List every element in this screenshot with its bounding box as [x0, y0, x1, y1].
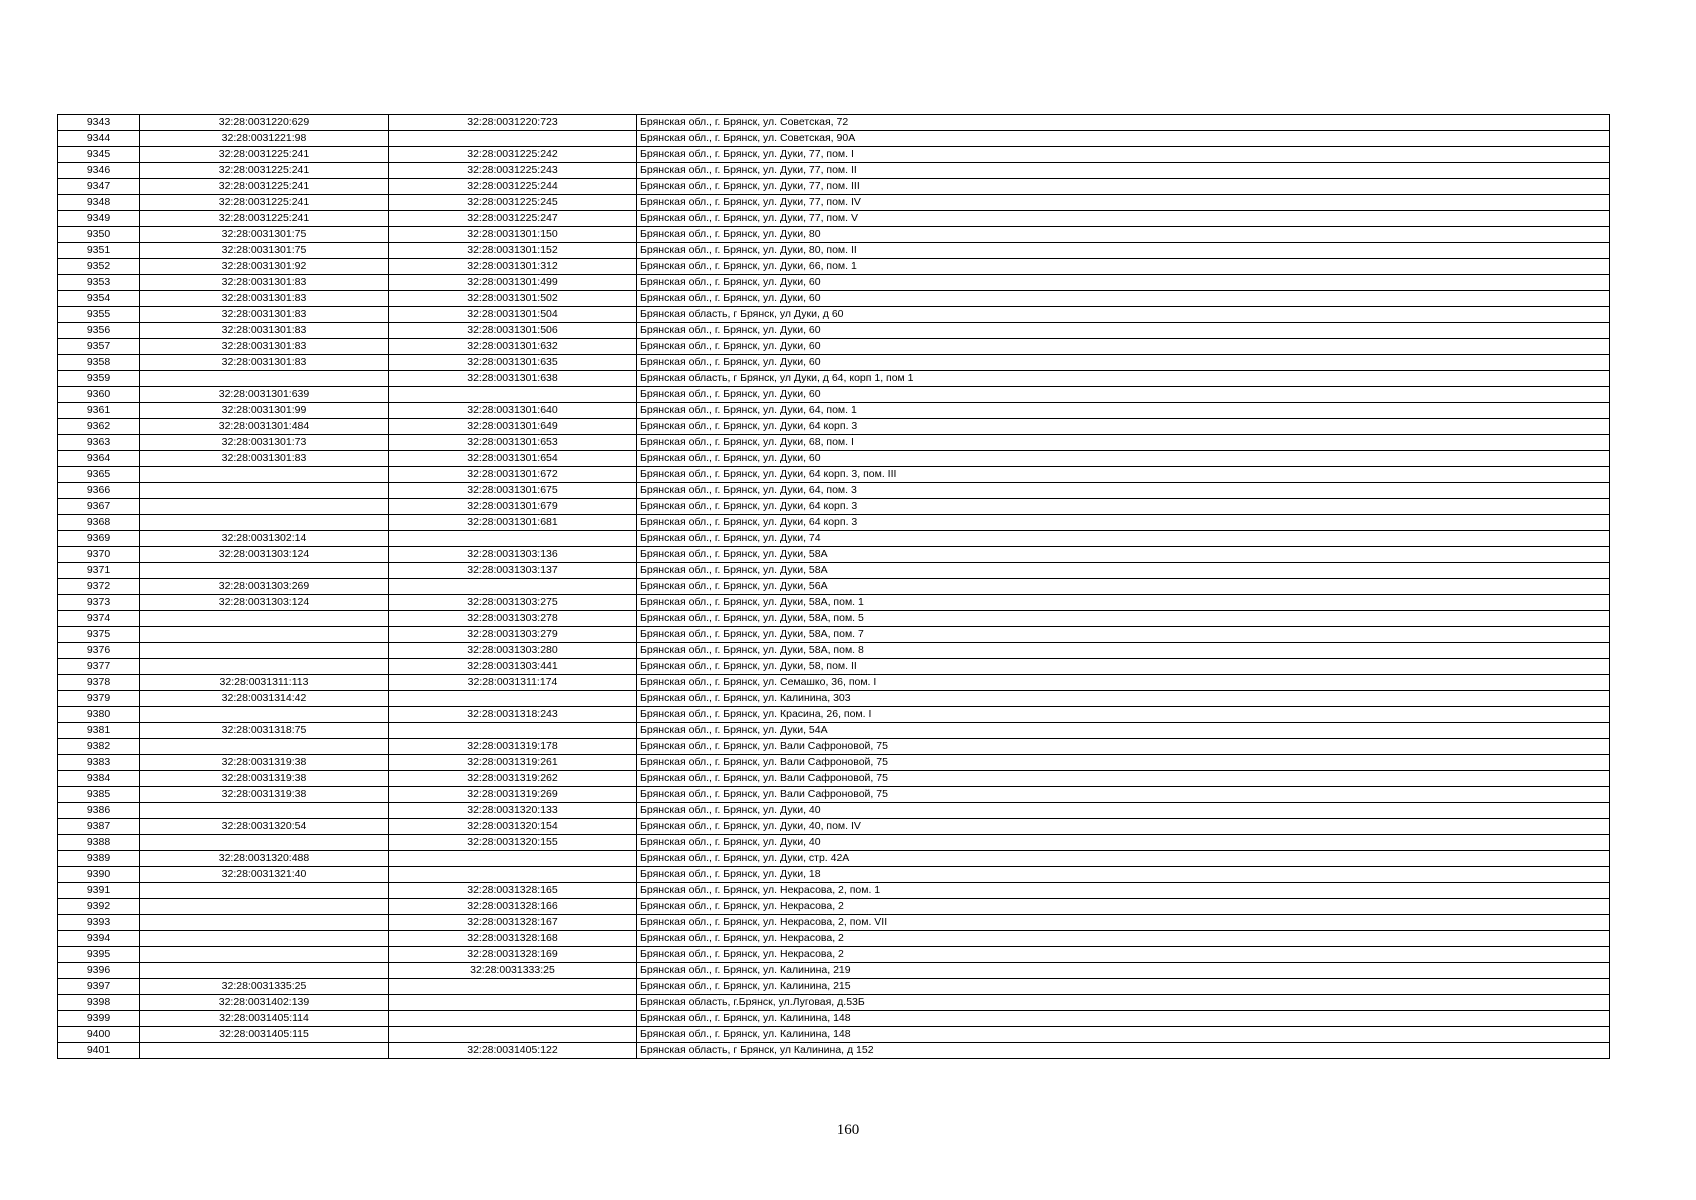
- address-cell: Брянская обл., г. Брянск, ул. Вали Сафроновой, 75: [637, 755, 1610, 771]
- table-row: [58, 499, 1610, 515]
- row-number-cell: 9392: [58, 899, 140, 915]
- row-number-cell: 9348: [58, 195, 140, 211]
- object-cadastral-number-cell: 32:28:0031319:178: [389, 739, 637, 755]
- row-number-cell: 9395: [58, 947, 140, 963]
- object-cadastral-number-cell: 32:28:0031303:278: [389, 611, 637, 627]
- page-number: 160: [836, 1122, 860, 1138]
- land-cadastral-number-cell: 32:28:0031301:83: [140, 323, 389, 339]
- land-cadastral-number-cell: [140, 915, 389, 931]
- address-cell: Брянская обл., г. Брянск, ул. Калинина, 148: [637, 1027, 1610, 1043]
- row-number-cell: 9346: [58, 163, 140, 179]
- object-cadastral-number-cell: 32:28:0031225:245: [389, 195, 637, 211]
- address-cell: Брянская обл., г. Брянск, ул. Дуки, 18: [637, 867, 1610, 883]
- row-number-cell: 9385: [58, 787, 140, 803]
- row-number-cell: 9352: [58, 259, 140, 275]
- object-cadastral-number-cell: [389, 579, 637, 595]
- address-cell: Брянская обл., г. Брянск, ул. Некрасова, 2: [637, 947, 1610, 963]
- table-row: [58, 1027, 1610, 1043]
- address-cell: Брянская обл., г. Брянск, ул. Дуки, 66, пом. 1: [637, 259, 1610, 275]
- land-cadastral-number-cell: [140, 563, 389, 579]
- table-row: [58, 531, 1610, 547]
- address-cell: Брянская обл., г. Брянск, ул. Дуки, 58А: [637, 563, 1610, 579]
- land-cadastral-number-cell: 32:28:0031301:75: [140, 243, 389, 259]
- object-cadastral-number-cell: 32:28:0031301:150: [389, 227, 637, 243]
- land-cadastral-number-cell: 32:28:0031314:42: [140, 691, 389, 707]
- land-cadastral-number-cell: 32:28:0031303:269: [140, 579, 389, 595]
- land-cadastral-number-cell: 32:28:0031301:83: [140, 275, 389, 291]
- object-cadastral-number-cell: 32:28:0031301:502: [389, 291, 637, 307]
- address-cell: Брянская обл., г. Брянск, ул. Советская, 72: [637, 115, 1610, 131]
- table-row: [58, 515, 1610, 531]
- land-cadastral-number-cell: [140, 739, 389, 755]
- object-cadastral-number-cell: 32:28:0031301:499: [389, 275, 637, 291]
- row-number-cell: 9371: [58, 563, 140, 579]
- land-cadastral-number-cell: [140, 483, 389, 499]
- land-cadastral-number-cell: [140, 611, 389, 627]
- object-cadastral-number-cell: 32:28:0031319:262: [389, 771, 637, 787]
- land-cadastral-number-cell: 32:28:0031225:241: [140, 163, 389, 179]
- table-row: [58, 803, 1610, 819]
- row-number-cell: 9377: [58, 659, 140, 675]
- address-cell: Брянская обл., г. Брянск, ул. Дуки, 58А, пом. 7: [637, 627, 1610, 643]
- address-cell: Брянская обл., г. Брянск, ул. Вали Сафроновой, 75: [637, 771, 1610, 787]
- land-cadastral-number-cell: 32:28:0031335:25: [140, 979, 389, 995]
- object-cadastral-number-cell: [389, 867, 637, 883]
- table-row: [58, 547, 1610, 563]
- land-cadastral-number-cell: 32:28:0031319:38: [140, 771, 389, 787]
- object-cadastral-number-cell: 32:28:0031303:280: [389, 643, 637, 659]
- land-cadastral-number-cell: 32:28:0031225:241: [140, 211, 389, 227]
- land-cadastral-number-cell: 32:28:0031402:139: [140, 995, 389, 1011]
- address-cell: Брянская обл., г. Брянск, ул. Дуки, 40, пом. IV: [637, 819, 1610, 835]
- land-cadastral-number-cell: 32:28:0031320:488: [140, 851, 389, 867]
- row-number-cell: 9362: [58, 419, 140, 435]
- land-cadastral-number-cell: 32:28:0031405:114: [140, 1011, 389, 1027]
- address-cell: Брянская обл., г. Брянск, ул. Дуки, 80, пом. II: [637, 243, 1610, 259]
- object-cadastral-number-cell: 32:28:0031303:441: [389, 659, 637, 675]
- address-cell: Брянская обл., г. Брянск, ул. Вали Сафроновой, 75: [637, 739, 1610, 755]
- table-row: [58, 771, 1610, 787]
- table-row: [58, 195, 1610, 211]
- object-cadastral-number-cell: 32:28:0031301:152: [389, 243, 637, 259]
- row-number-cell: 9361: [58, 403, 140, 419]
- row-number-cell: 9355: [58, 307, 140, 323]
- object-cadastral-number-cell: 32:28:0031303:137: [389, 563, 637, 579]
- row-number-cell: 9373: [58, 595, 140, 611]
- address-cell: Брянская обл., г. Брянск, ул. Дуки, 56А: [637, 579, 1610, 595]
- table-row: [58, 995, 1610, 1011]
- table-row: [58, 179, 1610, 195]
- row-number-cell: 9363: [58, 435, 140, 451]
- address-cell: Брянская обл., г. Брянск, ул. Дуки, 64 корп. 3: [637, 515, 1610, 531]
- object-cadastral-number-cell: 32:28:0031301:675: [389, 483, 637, 499]
- table-row: [58, 243, 1610, 259]
- object-cadastral-number-cell: 32:28:0031301:679: [389, 499, 637, 515]
- table-row: [58, 387, 1610, 403]
- table-row: [58, 563, 1610, 579]
- object-cadastral-number-cell: [389, 691, 637, 707]
- land-cadastral-number-cell: [140, 643, 389, 659]
- address-cell: Брянская обл., г. Брянск, ул. Дуки, 58А, пом. 8: [637, 643, 1610, 659]
- row-number-cell: 9359: [58, 371, 140, 387]
- row-number-cell: 9386: [58, 803, 140, 819]
- land-cadastral-number-cell: 32:28:0031225:241: [140, 147, 389, 163]
- table-row: [58, 211, 1610, 227]
- address-cell: Брянская обл., г. Брянск, ул. Дуки, 77, пом. III: [637, 179, 1610, 195]
- object-cadastral-number-cell: 32:28:0031301:632: [389, 339, 637, 355]
- table-row: [58, 627, 1610, 643]
- object-cadastral-number-cell: 32:28:0031328:165: [389, 883, 637, 899]
- object-cadastral-number-cell: 32:28:0031328:166: [389, 899, 637, 915]
- land-cadastral-number-cell: 32:28:0031225:241: [140, 195, 389, 211]
- land-cadastral-number-cell: 32:28:0031303:124: [140, 595, 389, 611]
- table-row: [58, 355, 1610, 371]
- table-row: [58, 723, 1610, 739]
- land-cadastral-number-cell: [140, 835, 389, 851]
- land-cadastral-number-cell: 32:28:0031220:629: [140, 115, 389, 131]
- table-row: [58, 419, 1610, 435]
- address-cell: Брянская обл., г. Брянск, ул. Дуки, 77, пом. IV: [637, 195, 1610, 211]
- address-cell: Брянская обл., г. Брянск, ул. Дуки, 64 корп. 3: [637, 499, 1610, 515]
- address-cell: Брянская обл., г. Брянск, ул. Калинина, 215: [637, 979, 1610, 995]
- table-row: [58, 691, 1610, 707]
- row-number-cell: 9388: [58, 835, 140, 851]
- address-cell: Брянская обл., г. Брянск, ул. Советская, 90А: [637, 131, 1610, 147]
- row-number-cell: 9376: [58, 643, 140, 659]
- table-row: [58, 147, 1610, 163]
- land-cadastral-number-cell: 32:28:0031301:99: [140, 403, 389, 419]
- object-cadastral-number-cell: 32:28:0031225:243: [389, 163, 637, 179]
- address-cell: Брянская обл., г. Брянск, ул. Дуки, 58, пом. II: [637, 659, 1610, 675]
- address-cell: Брянская обл., г. Брянск, ул. Некрасова, 2: [637, 899, 1610, 915]
- land-cadastral-number-cell: 32:28:0031302:14: [140, 531, 389, 547]
- object-cadastral-number-cell: 32:28:0031303:275: [389, 595, 637, 611]
- object-cadastral-number-cell: 32:28:0031328:168: [389, 931, 637, 947]
- object-cadastral-number-cell: 32:28:0031225:242: [389, 147, 637, 163]
- address-cell: Брянская область, г Брянск, ул Дуки, д 60: [637, 307, 1610, 323]
- land-cadastral-number-cell: [140, 707, 389, 723]
- object-cadastral-number-cell: 32:28:0031328:167: [389, 915, 637, 931]
- land-cadastral-number-cell: [140, 371, 389, 387]
- object-cadastral-number-cell: 32:28:0031303:279: [389, 627, 637, 643]
- table-row: [58, 595, 1610, 611]
- table-row: [58, 739, 1610, 755]
- row-number-cell: 9354: [58, 291, 140, 307]
- row-number-cell: 9391: [58, 883, 140, 899]
- object-cadastral-number-cell: [389, 979, 637, 995]
- row-number-cell: 9365: [58, 467, 140, 483]
- object-cadastral-number-cell: 32:28:0031301:672: [389, 467, 637, 483]
- table-row: [58, 131, 1610, 147]
- table-row: [58, 291, 1610, 307]
- land-cadastral-number-cell: 32:28:0031319:38: [140, 787, 389, 803]
- row-number-cell: 9401: [58, 1043, 140, 1059]
- row-number-cell: 9372: [58, 579, 140, 595]
- table-row: [58, 227, 1610, 243]
- object-cadastral-number-cell: 32:28:0031320:133: [389, 803, 637, 819]
- table-row: [58, 435, 1610, 451]
- row-number-cell: 9397: [58, 979, 140, 995]
- object-cadastral-number-cell: [389, 995, 637, 1011]
- table-row: [58, 483, 1610, 499]
- land-cadastral-number-cell: 32:28:0031301:92: [140, 259, 389, 275]
- object-cadastral-number-cell: [389, 387, 637, 403]
- address-cell: Брянская обл., г. Брянск, ул. Дуки, 54А: [637, 723, 1610, 739]
- table-row: [58, 259, 1610, 275]
- address-cell: Брянская обл., г. Брянск, ул. Дуки, 60: [637, 275, 1610, 291]
- row-number-cell: 9344: [58, 131, 140, 147]
- row-number-cell: 9360: [58, 387, 140, 403]
- address-cell: Брянская обл., г. Брянск, ул. Дуки, 77, пом. I: [637, 147, 1610, 163]
- row-number-cell: 9400: [58, 1027, 140, 1043]
- row-number-cell: 9396: [58, 963, 140, 979]
- row-number-cell: 9366: [58, 483, 140, 499]
- table-row: [58, 979, 1610, 995]
- land-cadastral-number-cell: 32:28:0031301:83: [140, 355, 389, 371]
- table-row: [58, 579, 1610, 595]
- land-cadastral-number-cell: [140, 467, 389, 483]
- object-cadastral-number-cell: 32:28:0031301:638: [389, 371, 637, 387]
- land-cadastral-number-cell: 32:28:0031301:73: [140, 435, 389, 451]
- row-number-cell: 9382: [58, 739, 140, 755]
- object-cadastral-number-cell: [389, 1011, 637, 1027]
- land-cadastral-number-cell: [140, 947, 389, 963]
- row-number-cell: 9370: [58, 547, 140, 563]
- row-number-cell: 9384: [58, 771, 140, 787]
- address-cell: Брянская обл., г. Брянск, ул. Дуки, 60: [637, 291, 1610, 307]
- table-row: [58, 675, 1610, 691]
- row-number-cell: 9356: [58, 323, 140, 339]
- land-cadastral-number-cell: 32:28:0031301:75: [140, 227, 389, 243]
- table-row: [58, 307, 1610, 323]
- land-cadastral-number-cell: 32:28:0031320:54: [140, 819, 389, 835]
- table-row: [58, 659, 1610, 675]
- row-number-cell: 9393: [58, 915, 140, 931]
- object-cadastral-number-cell: 32:28:0031225:247: [389, 211, 637, 227]
- land-cadastral-number-cell: 32:28:0031303:124: [140, 547, 389, 563]
- land-cadastral-number-cell: [140, 963, 389, 979]
- object-cadastral-number-cell: 32:28:0031320:154: [389, 819, 637, 835]
- address-cell: Брянская обл., г. Брянск, ул. Дуки, 40: [637, 803, 1610, 819]
- object-cadastral-number-cell: 32:28:0031301:654: [389, 451, 637, 467]
- table-row: [58, 867, 1610, 883]
- land-cadastral-number-cell: [140, 883, 389, 899]
- row-number-cell: 9345: [58, 147, 140, 163]
- object-cadastral-number-cell: [389, 1027, 637, 1043]
- row-number-cell: 9394: [58, 931, 140, 947]
- row-number-cell: 9369: [58, 531, 140, 547]
- table-row: [58, 851, 1610, 867]
- object-cadastral-number-cell: 32:28:0031405:122: [389, 1043, 637, 1059]
- object-cadastral-number-cell: 32:28:0031301:640: [389, 403, 637, 419]
- row-number-cell: 9383: [58, 755, 140, 771]
- address-cell: Брянская обл., г. Брянск, ул. Дуки, 60: [637, 355, 1610, 371]
- address-cell: Брянская обл., г. Брянск, ул. Вали Сафроновой, 75: [637, 787, 1610, 803]
- object-cadastral-number-cell: 32:28:0031301:504: [389, 307, 637, 323]
- address-cell: Брянская область, г.Брянск, ул.Луговая, д.53Б: [637, 995, 1610, 1011]
- address-cell: Брянская обл., г. Брянск, ул. Дуки, 64, пом. 1: [637, 403, 1610, 419]
- address-cell: Брянская обл., г. Брянск, ул. Дуки, 60: [637, 451, 1610, 467]
- row-number-cell: 9358: [58, 355, 140, 371]
- object-cadastral-number-cell: 32:28:0031328:169: [389, 947, 637, 963]
- object-cadastral-number-cell: 32:28:0031333:25: [389, 963, 637, 979]
- land-cadastral-number-cell: 32:28:0031301:639: [140, 387, 389, 403]
- land-cadastral-number-cell: 32:28:0031301:83: [140, 451, 389, 467]
- table-row: [58, 467, 1610, 483]
- land-cadastral-number-cell: 32:28:0031318:75: [140, 723, 389, 739]
- land-cadastral-number-cell: 32:28:0031301:83: [140, 339, 389, 355]
- table-row: [58, 115, 1610, 131]
- address-cell: Брянская обл., г. Брянск, ул. Некрасова, 2: [637, 931, 1610, 947]
- row-number-cell: 9387: [58, 819, 140, 835]
- land-cadastral-number-cell: 32:28:0031301:484: [140, 419, 389, 435]
- land-cadastral-number-cell: [140, 899, 389, 915]
- object-cadastral-number-cell: 32:28:0031318:243: [389, 707, 637, 723]
- address-cell: Брянская обл., г. Брянск, ул. Красина, 26, пом. I: [637, 707, 1610, 723]
- address-cell: Брянская обл., г. Брянск, ул. Некрасова, 2, пом. 1: [637, 883, 1610, 899]
- object-cadastral-number-cell: 32:28:0031319:269: [389, 787, 637, 803]
- table-row: [58, 339, 1610, 355]
- object-cadastral-number-cell: 32:28:0031301:649: [389, 419, 637, 435]
- object-cadastral-number-cell: 32:28:0031301:681: [389, 515, 637, 531]
- land-cadastral-number-cell: [140, 499, 389, 515]
- address-cell: Брянская обл., г. Брянск, ул. Дуки, 60: [637, 387, 1610, 403]
- object-cadastral-number-cell: [389, 531, 637, 547]
- row-number-cell: 9357: [58, 339, 140, 355]
- address-cell: Брянская область, г Брянск, ул Дуки, д 64, корп 1, пом 1: [637, 371, 1610, 387]
- land-cadastral-number-cell: [140, 659, 389, 675]
- address-cell: Брянская обл., г. Брянск, ул. Дуки, 77, пом. II: [637, 163, 1610, 179]
- address-cell: Брянская обл., г. Брянск, ул. Дуки, 77, пом. V: [637, 211, 1610, 227]
- row-number-cell: 9343: [58, 115, 140, 131]
- address-cell: Брянская обл., г. Брянск, ул. Дуки, стр. 42А: [637, 851, 1610, 867]
- address-cell: Брянская обл., г. Брянск, ул. Дуки, 74: [637, 531, 1610, 547]
- table-row: [58, 819, 1610, 835]
- object-cadastral-number-cell: 32:28:0031301:506: [389, 323, 637, 339]
- object-cadastral-number-cell: 32:28:0031311:174: [389, 675, 637, 691]
- land-cadastral-number-cell: 32:28:0031301:83: [140, 307, 389, 323]
- table-row: [58, 963, 1610, 979]
- address-cell: Брянская обл., г. Брянск, ул. Семашко, 36, пом. I: [637, 675, 1610, 691]
- land-cadastral-number-cell: [140, 931, 389, 947]
- address-cell: Брянская обл., г. Брянск, ул. Дуки, 58А, пом. 1: [637, 595, 1610, 611]
- row-number-cell: 9374: [58, 611, 140, 627]
- land-cadastral-number-cell: 32:28:0031319:38: [140, 755, 389, 771]
- row-number-cell: 9379: [58, 691, 140, 707]
- row-number-cell: 9368: [58, 515, 140, 531]
- address-cell: Брянская обл., г. Брянск, ул. Некрасова, 2, пом. VII: [637, 915, 1610, 931]
- land-cadastral-number-cell: [140, 515, 389, 531]
- table-row: [58, 883, 1610, 899]
- address-cell: Брянская обл., г. Брянск, ул. Калинина, 303: [637, 691, 1610, 707]
- land-cadastral-number-cell: 32:28:0031311:113: [140, 675, 389, 691]
- address-cell: Брянская область, г Брянск, ул Калинина, д 152: [637, 1043, 1610, 1059]
- land-cadastral-number-cell: [140, 1043, 389, 1059]
- row-number-cell: 9378: [58, 675, 140, 691]
- address-cell: Брянская обл., г. Брянск, ул. Калинина, 148: [637, 1011, 1610, 1027]
- land-cadastral-number-cell: 32:28:0031405:115: [140, 1027, 389, 1043]
- object-cadastral-number-cell: 32:28:0031303:136: [389, 547, 637, 563]
- property-registry-table: [57, 114, 1610, 1059]
- land-cadastral-number-cell: 32:28:0031301:83: [140, 291, 389, 307]
- row-number-cell: 9347: [58, 179, 140, 195]
- address-cell: Брянская обл., г. Брянск, ул. Калинина, 219: [637, 963, 1610, 979]
- table-row: [58, 451, 1610, 467]
- row-number-cell: 9375: [58, 627, 140, 643]
- row-number-cell: 9353: [58, 275, 140, 291]
- table-row: [58, 947, 1610, 963]
- object-cadastral-number-cell: 32:28:0031220:723: [389, 115, 637, 131]
- object-cadastral-number-cell: 32:28:0031301:312: [389, 259, 637, 275]
- table-row: [58, 163, 1610, 179]
- address-cell: Брянская обл., г. Брянск, ул. Дуки, 64 корп. 3, пом. III: [637, 467, 1610, 483]
- land-cadastral-number-cell: [140, 627, 389, 643]
- object-cadastral-number-cell: 32:28:0031319:261: [389, 755, 637, 771]
- address-cell: Брянская обл., г. Брянск, ул. Дуки, 64 корп. 3: [637, 419, 1610, 435]
- table-row: [58, 787, 1610, 803]
- address-cell: Брянская обл., г. Брянск, ул. Дуки, 68, пом. I: [637, 435, 1610, 451]
- table-row: [58, 403, 1610, 419]
- land-cadastral-number-cell: 32:28:0031225:241: [140, 179, 389, 195]
- row-number-cell: 9381: [58, 723, 140, 739]
- row-number-cell: 9398: [58, 995, 140, 1011]
- row-number-cell: 9390: [58, 867, 140, 883]
- table-row: [58, 1043, 1610, 1059]
- table-row: [58, 899, 1610, 915]
- table-row: [58, 915, 1610, 931]
- object-cadastral-number-cell: [389, 723, 637, 739]
- object-cadastral-number-cell: [389, 131, 637, 147]
- address-cell: Брянская обл., г. Брянск, ул. Дуки, 40: [637, 835, 1610, 851]
- registry-table-body: [58, 115, 1610, 1059]
- table-row: [58, 755, 1610, 771]
- row-number-cell: 9399: [58, 1011, 140, 1027]
- table-row: [58, 835, 1610, 851]
- row-number-cell: 9349: [58, 211, 140, 227]
- table-row: [58, 707, 1610, 723]
- row-number-cell: 9364: [58, 451, 140, 467]
- table-row: [58, 611, 1610, 627]
- address-cell: Брянская обл., г. Брянск, ул. Дуки, 80: [637, 227, 1610, 243]
- table-row: [58, 371, 1610, 387]
- table-row: [58, 323, 1610, 339]
- row-number-cell: 9389: [58, 851, 140, 867]
- row-number-cell: 9380: [58, 707, 140, 723]
- object-cadastral-number-cell: 32:28:0031320:155: [389, 835, 637, 851]
- address-cell: Брянская обл., г. Брянск, ул. Дуки, 60: [637, 339, 1610, 355]
- land-cadastral-number-cell: [140, 803, 389, 819]
- address-cell: Брянская обл., г. Брянск, ул. Дуки, 58А: [637, 547, 1610, 563]
- row-number-cell: 9351: [58, 243, 140, 259]
- table-row: [58, 643, 1610, 659]
- row-number-cell: 9350: [58, 227, 140, 243]
- table-row: [58, 275, 1610, 291]
- address-cell: Брянская обл., г. Брянск, ул. Дуки, 58А, пом. 5: [637, 611, 1610, 627]
- object-cadastral-number-cell: 32:28:0031225:244: [389, 179, 637, 195]
- table-row: [58, 1011, 1610, 1027]
- address-cell: Брянская обл., г. Брянск, ул. Дуки, 64, пом. 3: [637, 483, 1610, 499]
- object-cadastral-number-cell: 32:28:0031301:635: [389, 355, 637, 371]
- land-cadastral-number-cell: 32:28:0031221:98: [140, 131, 389, 147]
- table-row: [58, 931, 1610, 947]
- row-number-cell: 9367: [58, 499, 140, 515]
- land-cadastral-number-cell: 32:28:0031321:40: [140, 867, 389, 883]
- object-cadastral-number-cell: [389, 851, 637, 867]
- object-cadastral-number-cell: 32:28:0031301:653: [389, 435, 637, 451]
- address-cell: Брянская обл., г. Брянск, ул. Дуки, 60: [637, 323, 1610, 339]
